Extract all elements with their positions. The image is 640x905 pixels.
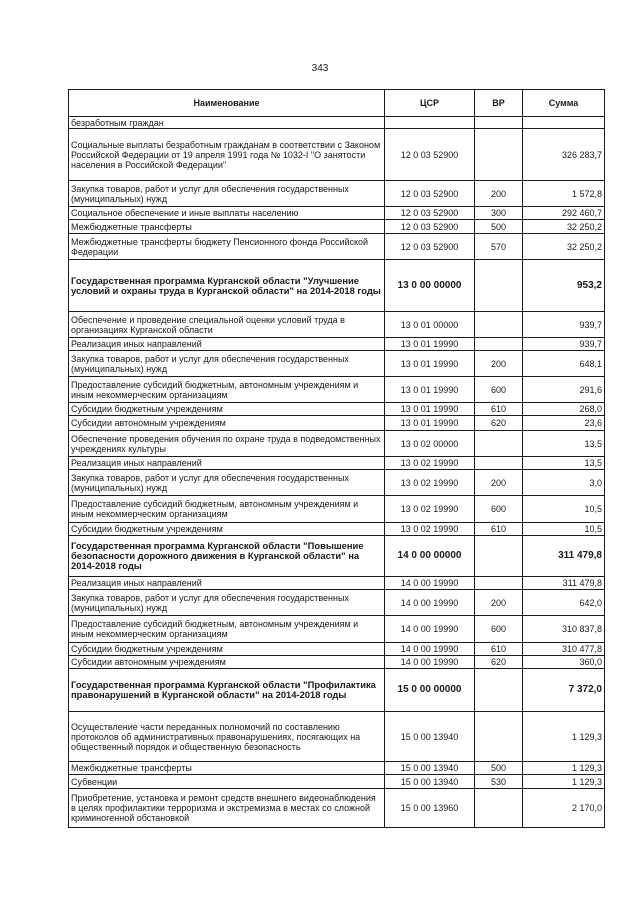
- row-csr: 13 0 02 19990: [385, 496, 475, 523]
- row-name: Предоставление субсидий бюджетным, автономным учреждениям и иным некоммерческим организациям: [69, 496, 385, 523]
- row-name: Межбюджетные трансферты: [69, 220, 385, 234]
- row-vr: [475, 789, 523, 828]
- table-row: [69, 207, 605, 220]
- table-header-row: [69, 90, 605, 117]
- row-csr: 14 0 00 00000: [385, 536, 475, 577]
- row-vr: 500: [475, 762, 523, 775]
- row-sum: 32 250,2: [523, 234, 605, 260]
- row-csr: 13 0 02 19990: [385, 457, 475, 470]
- row-csr: 13 0 00 00000: [385, 260, 475, 312]
- row-name: Межбюджетные трансферты бюджету Пенсионного фонда Российской Федерации: [69, 234, 385, 260]
- table-row: [69, 656, 605, 669]
- row-csr: 13 0 01 19990: [385, 416, 475, 431]
- row-vr: 610: [475, 403, 523, 416]
- row-csr: 13 0 01 19990: [385, 403, 475, 416]
- table-row: [69, 577, 605, 590]
- table-row: [69, 117, 605, 129]
- row-csr: 14 0 00 19990: [385, 643, 475, 656]
- row-sum: 13,5: [523, 457, 605, 470]
- row-csr: 14 0 00 19990: [385, 577, 475, 590]
- row-name: Государственная программа Курганской области "Профилактика правонарушений в Курганской области" на 2014-2018 годы: [69, 669, 385, 712]
- row-sum: 1 129,3: [523, 762, 605, 775]
- row-vr: [475, 577, 523, 590]
- row-csr: 13 0 01 19990: [385, 338, 475, 351]
- row-sum: 953,2: [523, 260, 605, 312]
- row-sum: 1 129,3: [523, 775, 605, 789]
- table-row: [69, 129, 605, 181]
- table-row: [69, 789, 605, 828]
- row-sum: 292 460,7: [523, 207, 605, 220]
- row-sum: 2 170,0: [523, 789, 605, 828]
- table-row: [69, 762, 605, 775]
- row-name: Социальное обеспечение и иные выплаты населению: [69, 207, 385, 220]
- row-sum: 648,1: [523, 351, 605, 377]
- row-vr: [475, 260, 523, 312]
- row-sum: 311 479,8: [523, 536, 605, 577]
- table-row: [69, 616, 605, 643]
- row-name: Закупка товаров, работ и услуг для обеспечения государственных (муниципальных) нужд: [69, 470, 385, 496]
- row-csr: 15 0 00 13940: [385, 762, 475, 775]
- header-csr: ЦСР: [385, 90, 475, 117]
- table-row: [69, 643, 605, 656]
- row-name: Реализация иных направлений: [69, 457, 385, 470]
- table-row: [69, 669, 605, 712]
- row-csr: 13 0 02 00000: [385, 431, 475, 457]
- table-row: [69, 590, 605, 616]
- row-vr: 500: [475, 220, 523, 234]
- header-vr: ВР: [475, 90, 523, 117]
- row-name: Субсидии бюджетным учреждениям: [69, 403, 385, 416]
- row-vr: 620: [475, 656, 523, 669]
- row-sum: 939,7: [523, 338, 605, 351]
- row-name: Субвенции: [69, 775, 385, 789]
- row-csr: [385, 117, 475, 129]
- row-name: Государственная программа Курганской области "Улучшение условий и охраны труда в Курганской области" на 2014-2018 годы: [69, 260, 385, 312]
- row-sum: 311 479,8: [523, 577, 605, 590]
- row-vr: [475, 117, 523, 129]
- table-row: [69, 712, 605, 762]
- row-name: Закупка товаров, работ и услуг для обеспечения государственных (муниципальных) нужд: [69, 181, 385, 207]
- header-name: Наименование: [69, 90, 385, 117]
- table-row: [69, 496, 605, 523]
- row-name: Осуществление части переданных полномочий по составлению протоколов об административных правонарушениях, посягающих на общественный порядок и общественную безопасность: [69, 712, 385, 762]
- row-name: Предоставление субсидий бюджетным, автономным учреждениям и иным некоммерческим организациям: [69, 377, 385, 403]
- header-sum: Сумма: [523, 90, 605, 117]
- row-sum: 10,5: [523, 496, 605, 523]
- row-sum: 3,0: [523, 470, 605, 496]
- row-sum: 32 250,2: [523, 220, 605, 234]
- row-name: Субсидии автономным учреждениям: [69, 656, 385, 669]
- table-row: [69, 431, 605, 457]
- table-row: [69, 260, 605, 312]
- row-vr: 200: [475, 590, 523, 616]
- row-sum: 7 372,0: [523, 669, 605, 712]
- row-sum: 310 837,8: [523, 616, 605, 643]
- row-name: Реализация иных направлений: [69, 338, 385, 351]
- row-sum: 939,7: [523, 312, 605, 338]
- page-number: 343: [311, 63, 329, 74]
- row-name: Субсидии автономным учреждениям: [69, 416, 385, 431]
- row-vr: 530: [475, 775, 523, 789]
- row-csr: 13 0 01 19990: [385, 377, 475, 403]
- row-name: Реализация иных направлений: [69, 577, 385, 590]
- row-vr: 610: [475, 523, 523, 536]
- row-vr: 300: [475, 207, 523, 220]
- row-name: Обеспечение и проведение специальной оценки условий труда в организациях Курганской области: [69, 312, 385, 338]
- row-sum: 360,0: [523, 656, 605, 669]
- row-name: Социальные выплаты безработным гражданам в соответствии с Законом Российской Федерации от 19 апреля 1991 года № 1032-I "О занятости населения в Российской Федерации": [69, 129, 385, 181]
- row-name: Закупка товаров, работ и услуг для обеспечения государственных (муниципальных) нужд: [69, 590, 385, 616]
- row-csr: 12 0 03 52900: [385, 220, 475, 234]
- row-name: Субсидии бюджетным учреждениям: [69, 523, 385, 536]
- row-csr: 13 0 02 19990: [385, 470, 475, 496]
- row-sum: 1 129,3: [523, 712, 605, 762]
- row-sum: 1 572,8: [523, 181, 605, 207]
- row-name: Закупка товаров, работ и услуг для обеспечения государственных (муниципальных) нужд: [69, 351, 385, 377]
- row-vr: 200: [475, 351, 523, 377]
- row-name: Межбюджетные трансферты: [69, 762, 385, 775]
- row-vr: 600: [475, 496, 523, 523]
- table-row: [69, 351, 605, 377]
- row-sum: 291,6: [523, 377, 605, 403]
- row-name: Обеспечение проведения обучения по охране труда в подведомственных учреждениях культуры: [69, 431, 385, 457]
- row-csr: 13 0 01 19990: [385, 351, 475, 377]
- row-sum: 326 283,7: [523, 129, 605, 181]
- row-vr: [475, 457, 523, 470]
- row-sum: 10,5: [523, 523, 605, 536]
- table-row: [69, 536, 605, 577]
- table-row: [69, 220, 605, 234]
- table-row: [69, 403, 605, 416]
- row-csr: 12 0 03 52900: [385, 234, 475, 260]
- row-sum: 13,5: [523, 431, 605, 457]
- row-csr: 15 0 00 13940: [385, 775, 475, 789]
- table-row: [69, 312, 605, 338]
- table-row: [69, 457, 605, 470]
- table-row: [69, 470, 605, 496]
- row-name: Предоставление субсидий бюджетным, автономным учреждениям и иным некоммерческим организациям: [69, 616, 385, 643]
- table-row: [69, 338, 605, 351]
- row-csr: 12 0 03 52900: [385, 207, 475, 220]
- row-csr: 15 0 00 00000: [385, 669, 475, 712]
- row-sum: 310 477,8: [523, 643, 605, 656]
- row-csr: 13 0 02 19990: [385, 523, 475, 536]
- row-vr: [475, 431, 523, 457]
- row-vr: 200: [475, 470, 523, 496]
- row-csr: 12 0 03 52900: [385, 181, 475, 207]
- row-name: безработным граждан: [69, 117, 385, 129]
- table-body: [69, 117, 605, 828]
- row-vr: 600: [475, 377, 523, 403]
- table-row: [69, 234, 605, 260]
- table-row: [69, 523, 605, 536]
- table-row: [69, 181, 605, 207]
- row-sum: 642,0: [523, 590, 605, 616]
- row-vr: 200: [475, 181, 523, 207]
- row-csr: 14 0 00 19990: [385, 616, 475, 643]
- row-name: Субсидии бюджетным учреждениям: [69, 643, 385, 656]
- row-vr: 610: [475, 643, 523, 656]
- row-sum: [523, 117, 605, 129]
- row-vr: [475, 338, 523, 351]
- row-name: Приобретение, установка и ремонт средств внешнего видеонаблюдения в целях профилактики терроризма и экстремизма в местах со сложной криминогенной обстановкой: [69, 789, 385, 828]
- table-row: [69, 775, 605, 789]
- row-vr: 620: [475, 416, 523, 431]
- row-vr: [475, 312, 523, 338]
- row-vr: [475, 712, 523, 762]
- row-csr: 12 0 03 52900: [385, 129, 475, 181]
- row-csr: 13 0 01 00000: [385, 312, 475, 338]
- row-name: Государственная программа Курганской области "Повышение безопасности дорожного движения в Курганской области" на 2014-2018 годы: [69, 536, 385, 577]
- table-row: [69, 416, 605, 431]
- row-sum: 268,0: [523, 403, 605, 416]
- row-vr: [475, 669, 523, 712]
- table-row: [69, 377, 605, 403]
- row-csr: 15 0 00 13960: [385, 789, 475, 828]
- row-vr: 600: [475, 616, 523, 643]
- row-csr: 14 0 00 19990: [385, 656, 475, 669]
- row-vr: [475, 536, 523, 577]
- row-sum: 23,6: [523, 416, 605, 431]
- row-csr: 14 0 00 19990: [385, 590, 475, 616]
- row-vr: 570: [475, 234, 523, 260]
- row-vr: [475, 129, 523, 181]
- budget-table: [68, 89, 605, 828]
- row-csr: 15 0 00 13940: [385, 712, 475, 762]
